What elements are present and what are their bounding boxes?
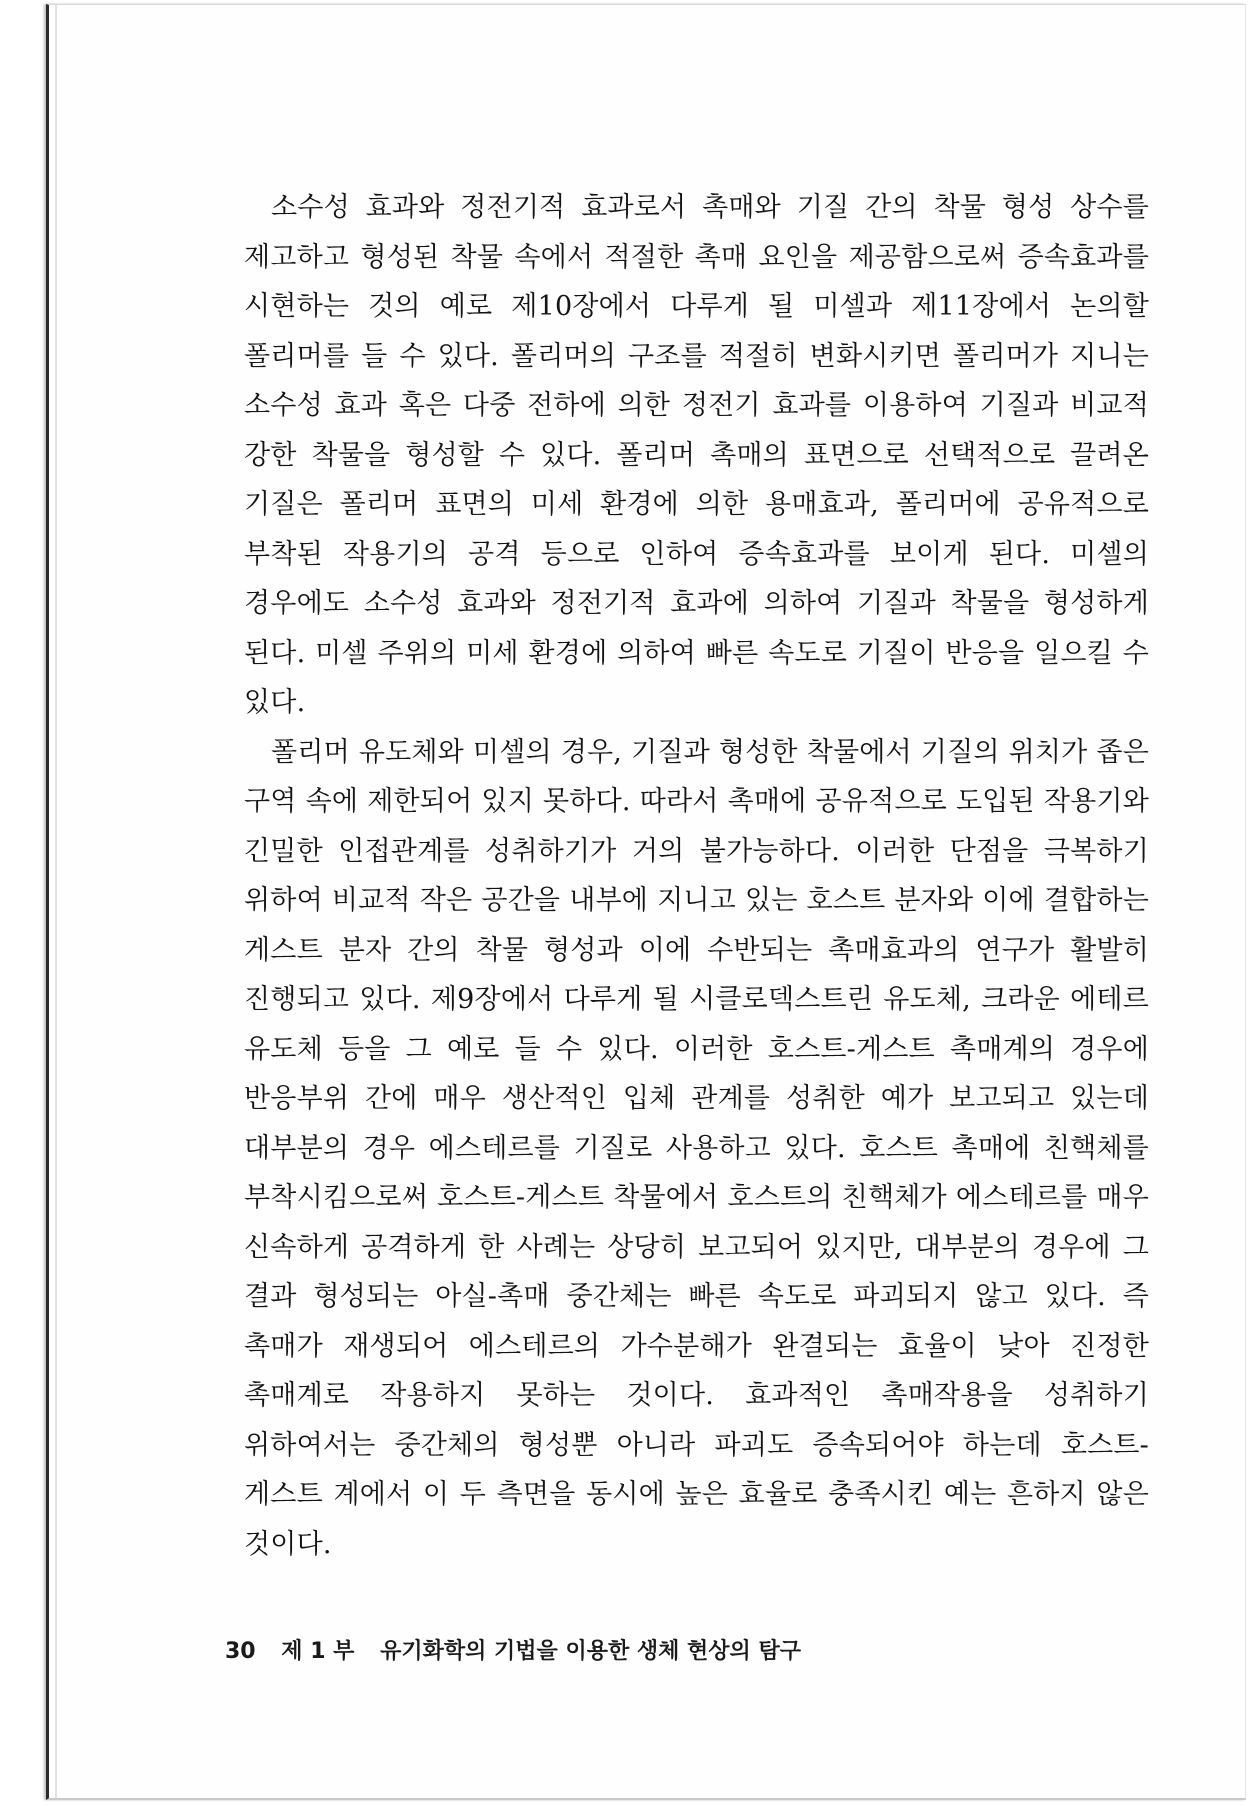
paragraph-1: 소수성 효과와 정전기적 효과로서 촉매와 기질 간의 착물 형성 상수를 제고하고 형성된 착물 속에서 적절한 촉매 요인을 제공함으로써 증속효과를 시현하는 것의 예로 제10장에서 다루게 될 미셀과 제11장에서 논의할 폴리머를 들 수 있다. 폴리머의 구조를 적절히 변화시키면 폴리머가 지니는 소수성 효과 혹은 다중 전하에 의한 정전기 효과를 이용하여 기질과 비교적 강한 착물을 형성할 수 있다. 폴리머 촉매의 표면으로 선택적으로 끌려온 기질은 폴리머 표면의 미세 환경에 의한 용매효과, 폴리머에 공유적으로 부착된 작용기의 공격 등으로 인하여 증속효과를 보이게 된다. 미셀의 경우에도 소수성 효과와 정전기적 효과에 의하여 기질과 착물을 형성하게 된다. 미셀 주위의 미세 환경에 의하여 빠른 속도로 기질이 반응을 일으킬 수 있다. [244, 192, 1149, 718]
paragraph-2: 폴리머 유도체와 미셀의 경우, 기질과 형성한 착물에서 기질의 위치가 좁은 구역 속에 제한되어 있지 못하다. 따라서 촉매에 공유적으로 도입된 작용기와 긴밀한 인접관계를 성취하기가 거의 불가능하다. 이러한 단점을 극복하기 위하여 비교적 작은 공간을 내부에 지니고 있는 호스트 분자와 이에 결합하는 게스트 분자 간의 착물 형성과 이에 수반되는 촉매효과의 연구가 활발히 진행되고 있다. 제9장에서 다루게 될 시클로덱스트린 유도체, 크라운 에테르 유도체 등을 그 예로 들 수 있다. 이러한 호스트-게스트 촉매계의 경우에 반응부위 간에 매우 생산적인 입체 관계를 성취한 예가 보고되고 있는데 대부분의 경우 에스테르를 기질로 사용하고 있다. 호스트 촉매에 친핵체를 부착시킴으로써 호스트-게스트 착물에서 호스트의 친핵체가 에스테르를 매우 신속하게 공격하게 한 사례는 상당히 보고되어 있지만, 대부분의 경우에 그 결과 형성되는 아실-촉매 중간체는 빠른 속도로 파괴되지 않고 있다. 즉 촉매가 재생되어 에스테르의 가수분해가 완결되는 효율이 낮아 진정한 촉매계로 작용하지 못하는 것이다. 효과적인 촉매작용을 성취하기 위하여서는 중간체의 형성뿐 아니라 파괴도 증속되어야 하는데 호스트-게스트 계에서 이 두 측면을 동시에 높은 효율로 충족시킨 예는 흔하지 않은 것이다. [244, 736, 1149, 1560]
book-page [46, 4, 1246, 1800]
body-text [244, 183, 1149, 1569]
part-label: 제 1 부 [281, 1639, 355, 1664]
part-title: 유기화학의 기법을 이용한 생체 현상의 탐구 [380, 1639, 801, 1664]
page-number: 30 [225, 1639, 256, 1664]
page-footer [225, 1634, 819, 1665]
